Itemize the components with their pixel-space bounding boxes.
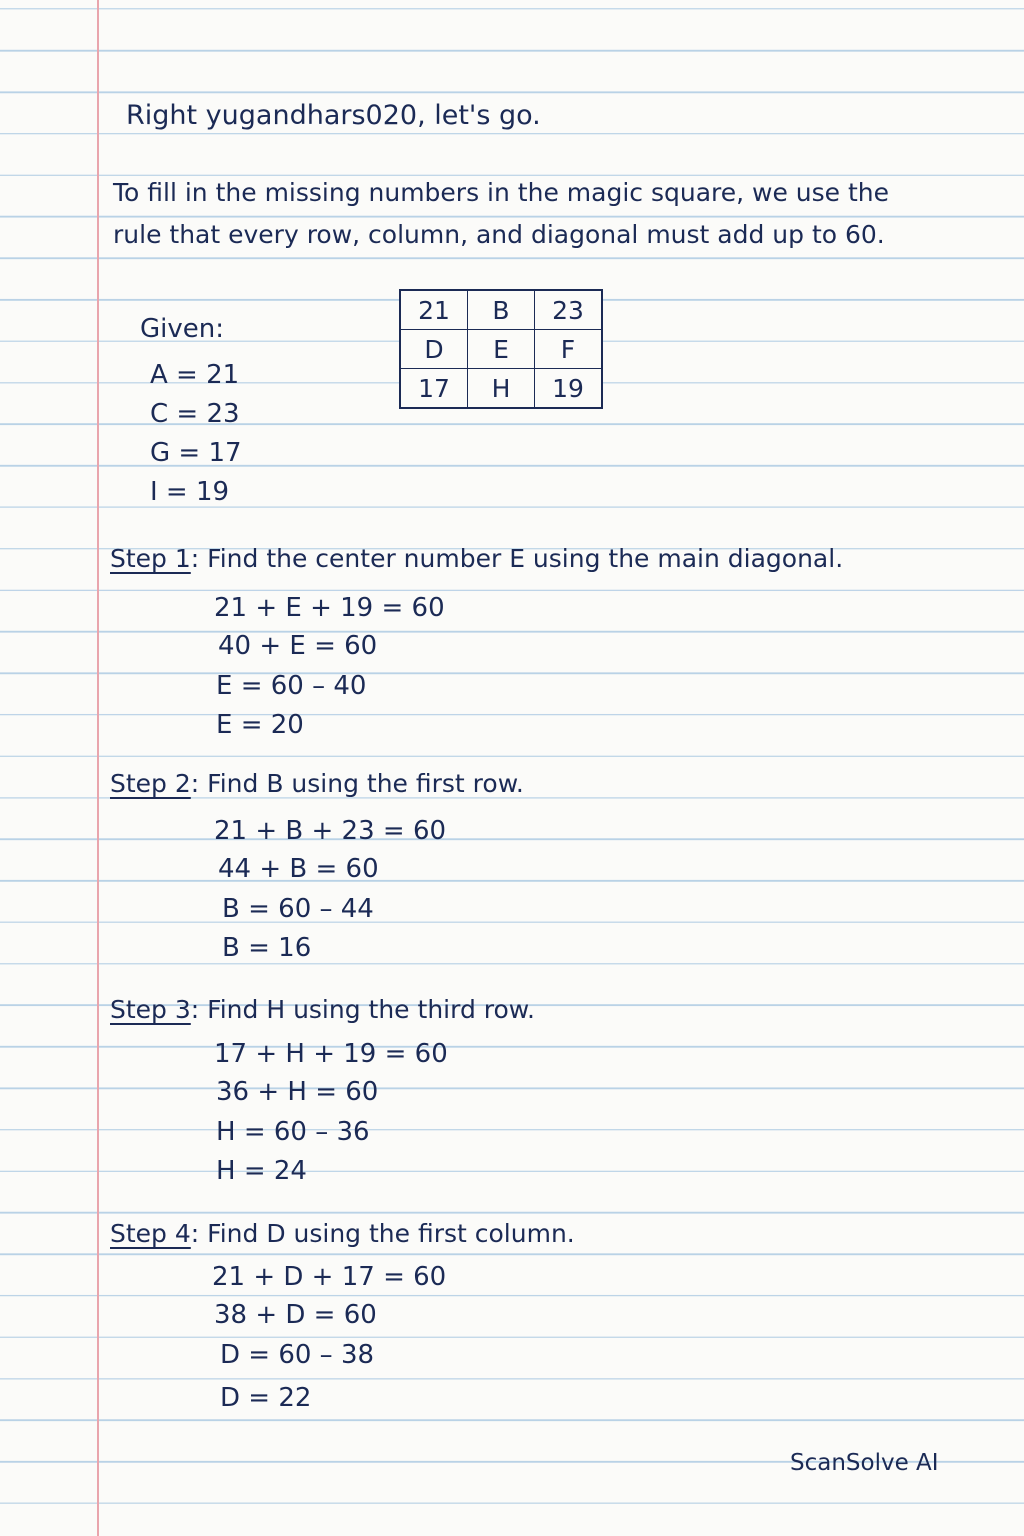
margin-line [97, 0, 99, 1536]
step-4-title [110, 1221, 575, 1246]
equation-line: D = 60 – 38 [220, 1340, 375, 1370]
magic-square-cell: 21 [400, 290, 468, 330]
equation-line: 21 + B + 23 = 60 [214, 816, 447, 846]
step-text: : Find D using the first column. [190, 1219, 575, 1248]
magic-square-cell: 19 [535, 369, 603, 409]
step-text: : Find B using the first row. [190, 769, 524, 798]
given-label: Given: [140, 314, 224, 344]
magic-square-cell: 23 [535, 290, 603, 330]
equation-line: 44 + B = 60 [218, 854, 379, 884]
step-text: : Find the center number E using the main diagonal. [190, 544, 844, 573]
magic-square-cell: E [468, 330, 535, 369]
equation-line: 36 + H = 60 [216, 1077, 379, 1107]
greeting: Right yugandhars020, let's go. [126, 100, 541, 131]
equation-line: E = 60 – 40 [216, 671, 367, 701]
equation-line: H = 24 [216, 1156, 307, 1186]
magic-square-cell: 17 [400, 369, 468, 409]
step-label: Step 4 [110, 1219, 191, 1248]
equation-line: D = 22 [220, 1383, 312, 1413]
step-3-title [110, 997, 535, 1022]
step-1-title [110, 546, 843, 571]
equation-line: 40 + E = 60 [218, 631, 378, 661]
equation-line: B = 16 [222, 933, 312, 963]
magic-square-cell: B [468, 290, 535, 330]
step-2-title [110, 771, 524, 796]
magic-square-row [400, 290, 602, 330]
magic-square-cell: H [468, 369, 535, 409]
equation-line: 38 + D = 60 [214, 1300, 377, 1330]
intro-line-2: rule that every row, column, and diagonal must add up to 60. [113, 220, 885, 249]
given-item: C = 23 [150, 399, 240, 429]
given-item: A = 21 [150, 360, 240, 390]
magic-square [399, 289, 603, 409]
brand-watermark: ScanSolve AI [790, 1450, 939, 1476]
intro-line-1: To fill in the missing numbers in the magic square, we use the [113, 178, 890, 207]
given-item: G = 17 [150, 438, 242, 468]
magic-square-row [400, 330, 602, 369]
step-label: Step 3 [110, 995, 191, 1024]
equation-line: B = 60 – 44 [222, 894, 374, 924]
equation-line: 21 + D + 17 = 60 [212, 1262, 447, 1292]
magic-square-cell: F [535, 330, 603, 369]
magic-square-row [400, 369, 602, 409]
equation-line: 21 + E + 19 = 60 [214, 593, 445, 623]
equation-line: H = 60 – 36 [216, 1117, 370, 1147]
magic-square-cell: D [400, 330, 468, 369]
equation-line: 17 + H + 19 = 60 [214, 1039, 448, 1069]
step-label: Step 2 [110, 769, 191, 798]
step-text: : Find H using the third row. [190, 995, 535, 1024]
step-label: Step 1 [110, 544, 191, 573]
given-item: I = 19 [150, 477, 230, 507]
equation-line: E = 20 [216, 710, 304, 740]
